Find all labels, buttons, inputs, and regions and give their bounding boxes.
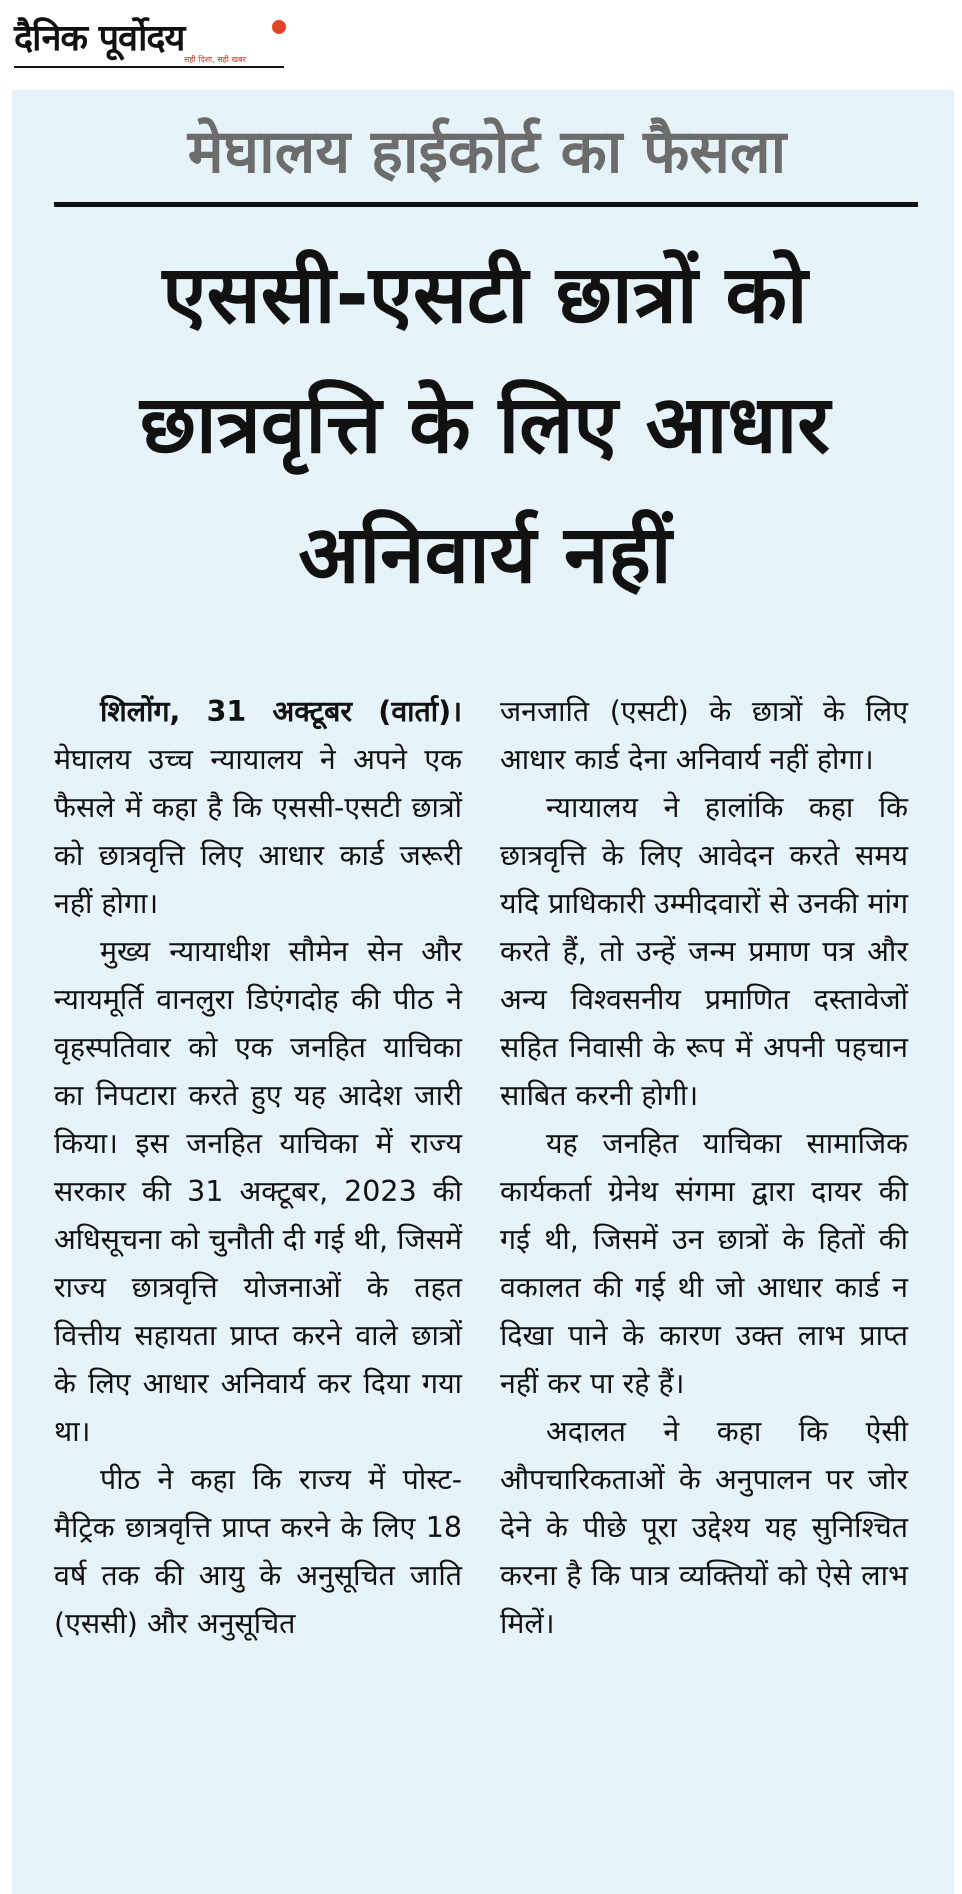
article-paragraph: मुख्य न्यायाधीश सौमेन सेन और न्यायमूर्ति वानलुरा डिएंगदोह की पीठ ने वृहस्पतिवार को एक जनहित याचिका का निपटारा करते हुए यह आदेश जारी किया। इस जनहित याचिका में राज्य सरकार की 31 अक्टूबर, 2023 की अधिसूचना को चुनौती दी गई थी, जिसमें राज्य छात्रवृत्ति योजनाओं के तहत वित्तीय सहायता प्राप्त करने वाले छात्रों के लिए आधार अनिवार्य कर दिया गया था।: [54, 935, 462, 1448]
logo-tagline: सही दिशा, सही खबर: [184, 55, 246, 64]
article-column-right: [500, 688, 908, 1648]
article-column-left: [54, 688, 462, 1648]
article-paragraph: पीठ ने कहा कि राज्य में पोस्ट-मैट्रिक छात्रवृत्ति प्राप्त करने के लिए 18 वर्ष तक की आयु के अनुसूचित जाति (एससी) और अनुसूचित: [54, 1463, 462, 1640]
article-panel: [12, 90, 954, 1894]
logo-dot-icon: [272, 20, 286, 34]
dateline: शिलोंग, 31 अक्टूबर (वार्ता)।: [100, 695, 462, 728]
article-headline: एससी-एसटी छात्रों को छात्रवृत्ति के लिए आधार अनिवार्य नहीं: [139, 248, 831, 601]
logo-underline: [14, 66, 284, 68]
logo-text: दैनिक पूर्वोदय: [14, 18, 185, 59]
kicker-divider: [54, 202, 918, 207]
article-paragraph: यह जनहित याचिका सामाजिक कार्यकर्ता ग्रेनेथ संगमा द्वारा दायर की गई थी, जिसमें उन छात्रों के हितों की वकालत की गई थी जो आधार कार्ड न दिखा पाने के कारण उक्त लाभ प्राप्त नहीं कर पा रहे हैं।: [500, 1127, 908, 1400]
article-paragraph-continued: जनजाति (एसटी) के छात्रों के लिए आधार कार्ड देना अनिवार्य नहीं होगा।: [500, 695, 908, 776]
masthead: [0, 0, 962, 76]
article-paragraph: न्यायालय ने हालांकि कहा कि छात्रवृत्ति के लिए आवेदन करते समय यदि प्राधिकारी उम्मीदवारों से उनकी मांग करते हैं, तो उन्हें जन्म प्रमाण पत्र और अन्य विश्वसनीय प्रमाणित दस्तावेजों सहित निवासी के रूप में अपनी पहचान साबित करनी होगी।: [500, 791, 908, 1112]
paragraph-text: मेघालय उच्च न्यायालय ने अपने एक फैसले में कहा है कि एससी-एसटी छात्रों को छात्रवृत्ति लिए आधार कार्ड जरूरी नहीं होगा।: [54, 743, 462, 920]
newspaper-logo: [14, 10, 284, 68]
article-kicker: मेघालय हाईकोर्ट का फैसला: [187, 117, 787, 187]
article-paragraph: [54, 688, 462, 928]
article-paragraph: अदालत ने कहा कि ऐसी औपचारिकताओं के अनुपालन पर जोर देने के पीछे पूरा उद्देश्य यह सुनिश्चित करना है कि पात्र व्यक्तियों को ऐसे लाभ मिलें।: [500, 1415, 908, 1640]
